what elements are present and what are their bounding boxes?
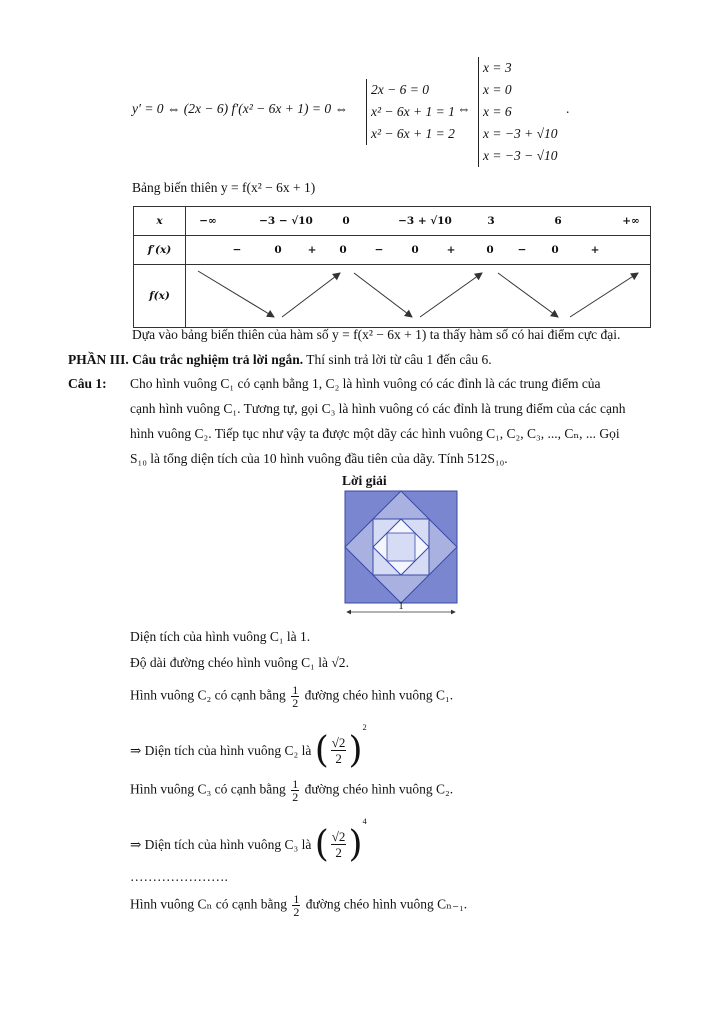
decreasing-arrow xyxy=(198,271,274,317)
decreasing-arrow xyxy=(498,273,558,317)
exponent: 4 xyxy=(362,816,367,826)
middle-system-row: x² − 6x + 1 = 2 xyxy=(371,126,455,141)
square-c5 xyxy=(387,533,415,561)
fraction-half: $\frac{1}{2}$ xyxy=(292,777,299,804)
x-value: −3 − √10 xyxy=(259,215,313,227)
question-line: S₁₀ là tổng diện tích của 10 hình vuông đầu tiên của dãy. Tính 512S₁₀. xyxy=(130,451,508,466)
solution-step: Độ dài đường chéo hình vuông C₁ là √2. xyxy=(130,655,349,670)
sign-value: + xyxy=(307,244,317,256)
solution-system-row: x = 3 xyxy=(483,60,512,75)
question-line: hình vuông C₂. Tiếp tục như vậy ta được một dãy các hình vuông C₁, C₂, C₃, ..., Cₙ, ... Gọi xyxy=(130,426,620,441)
solution-system-row: x = −3 − √10 xyxy=(483,148,558,163)
question-label: Câu 1: xyxy=(68,376,107,391)
solution-system-row: x = 6 xyxy=(483,104,512,119)
x-value: 3 xyxy=(487,215,495,227)
nested-squares-figure xyxy=(340,488,462,623)
solution-title: Lời giải xyxy=(342,473,387,488)
solution-system xyxy=(478,57,557,167)
part-heading-line xyxy=(68,352,492,368)
equation-end-dot: . xyxy=(566,101,570,116)
continuation-dots: …………………. xyxy=(130,869,228,884)
sign-value: − xyxy=(517,244,527,256)
solution-step: Hình vuông C₂ có cạnh bằng $\frac{1}{2}$ đường chéo hình vuông C₁. xyxy=(130,683,454,710)
sign-value: + xyxy=(590,244,600,256)
decreasing-arrow xyxy=(354,273,412,317)
table-x-row xyxy=(186,207,651,236)
table-intro: Bảng biến thiên y = f(x² − 6x + 1) xyxy=(132,180,316,195)
solution-step: Diện tích của hình vuông C₁ là 1. xyxy=(130,629,311,644)
table-fp-label: f′(x) xyxy=(134,236,186,265)
table-x-label: x xyxy=(134,207,186,236)
increasing-arrow xyxy=(570,273,638,317)
sign-value: + xyxy=(446,244,456,256)
question-line: cạnh hình vuông C₁. Tương tự, gọi C₃ là hình vuông có các đỉnh là trung điểm của các cạnh xyxy=(130,401,626,416)
fraction-root2-over-2: $\frac{√2}{2}$ xyxy=(331,829,346,861)
fraction-half: $\frac{1}{2}$ xyxy=(293,892,300,919)
table-conclusion: Dựa vào bảng biến thiên của hàm số y = f(x² − 6x + 1) ta thấy hàm số có hai điểm cực đại. xyxy=(132,327,621,342)
sqrt-two: √2 xyxy=(331,655,346,670)
exponent: 2 xyxy=(362,722,367,732)
solution-step: ⇒ Diện tích của hình vuông C₂ là ( $\frac{√2}{2}$ )$^2$ xyxy=(130,722,367,771)
solution-step: ⇒ Diện tích của hình vuông C₃ là ( $\frac{√2}{2}$ )$^4$ xyxy=(130,816,367,865)
middle-system xyxy=(366,79,455,145)
dimension-label: 1 xyxy=(398,601,404,612)
variation-arrows xyxy=(186,265,650,327)
x-value: −3 + √10 xyxy=(398,215,452,227)
sign-value: 0 xyxy=(274,244,282,256)
part-instruction: Thí sinh trả lời từ câu 1 đến câu 6. xyxy=(303,352,492,367)
x-value: −∞ xyxy=(199,215,217,227)
part-heading: PHẦN III. Câu trắc nghiệm trả lời ngắn. xyxy=(68,352,304,367)
middle-system-row: x² − 6x + 1 = 1 xyxy=(371,104,455,119)
sign-value: − xyxy=(374,244,384,256)
table-sign-row xyxy=(186,236,651,265)
increasing-arrow xyxy=(282,273,340,317)
variation-table xyxy=(133,206,651,328)
increasing-arrow xyxy=(420,273,482,317)
solution-step: Hình vuông C₃ có cạnh bằng $\frac{1}{2}$ đường chéo hình vuông C₂. xyxy=(130,777,454,804)
solution-system-row: x = 0 xyxy=(483,82,512,97)
sign-value: 0 xyxy=(486,244,494,256)
solution-step: Hình vuông Cₙ có cạnh bằng $\frac{1}{2}$ đường chéo hình vuông Cₙ₋₁. xyxy=(130,892,468,919)
table-arrow-row xyxy=(186,265,651,328)
equivalence-arrow: ⇔ xyxy=(457,101,471,116)
sign-value: 0 xyxy=(551,244,559,256)
x-value: +∞ xyxy=(622,215,640,227)
x-value: 0 xyxy=(342,215,350,227)
solution-system-row: x = −3 + √10 xyxy=(483,126,558,141)
middle-system-row: 2x − 6 = 0 xyxy=(371,82,429,97)
fraction-root2-over-2: $\frac{√2}{2}$ xyxy=(331,735,346,767)
question-line: Cho hình vuông C₁ có cạnh bằng 1, C₂ là hình vuông có các đỉnh là các trung điểm của xyxy=(130,376,601,391)
sign-value: 0 xyxy=(411,244,419,256)
sign-value: 0 xyxy=(339,244,347,256)
x-value: 6 xyxy=(554,215,562,227)
derivative-equation-lhs: y′ = 0 ⇔ (2x − 6) f′(x² − 6x + 1) = 0 ⇔ xyxy=(132,101,348,116)
fraction-half: $\frac{1}{2}$ xyxy=(292,683,299,710)
table-f-label: f(x) xyxy=(134,265,186,328)
sign-value: − xyxy=(232,244,242,256)
